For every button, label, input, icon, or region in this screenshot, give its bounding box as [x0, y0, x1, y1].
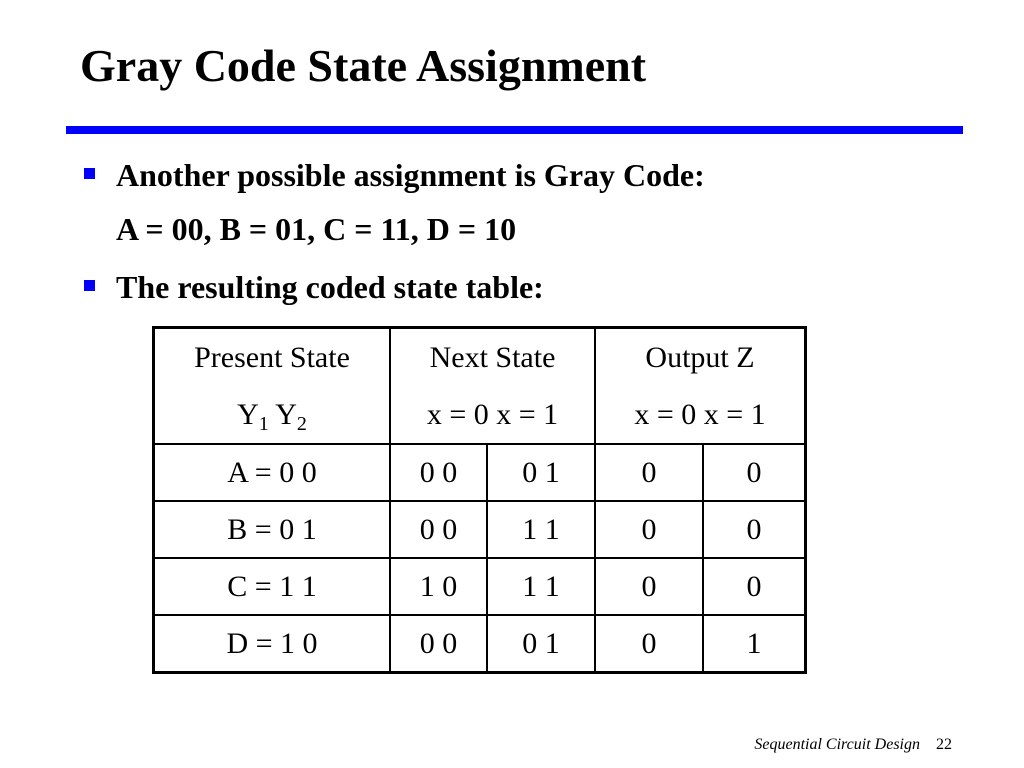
table-row: [154, 501, 806, 558]
next-state-x1-cell: 0 1: [487, 444, 595, 501]
state-var-y: Y: [237, 398, 259, 431]
output-x1-cell: 0: [703, 558, 806, 615]
output-x1-cell: 0: [703, 444, 806, 501]
present-state-cell: C = 1 1: [154, 558, 391, 615]
slide-footer: [754, 736, 952, 754]
table-header-row: [154, 328, 806, 388]
header-next-x-conditions: x = 0 x = 1: [390, 387, 595, 444]
output-x1-cell: 1: [703, 615, 806, 673]
footer-course-name: Sequential Circuit Design: [754, 736, 920, 753]
next-state-x0-cell: 0 0: [390, 615, 487, 673]
present-state-cell: A = 0 0: [154, 444, 391, 501]
header-output: Output Z: [595, 328, 806, 388]
next-state-x0-cell: 0 0: [390, 444, 487, 501]
title-underline: [66, 126, 963, 134]
square-bullet-icon: [84, 168, 95, 179]
page-number: 22: [936, 736, 952, 753]
next-state-x0-cell: 0 0: [390, 501, 487, 558]
table-row: [154, 615, 806, 673]
state-var-subscript: 2: [296, 413, 307, 435]
bullet-text: Another possible assignment is Gray Code:: [116, 157, 705, 193]
coded-state-table: [152, 326, 807, 674]
bullet-text: The resulting coded state table:: [116, 269, 544, 305]
state-var-y: Y: [275, 398, 297, 431]
output-x1-cell: 0: [703, 501, 806, 558]
present-state-cell: B = 0 1: [154, 501, 391, 558]
table-row: [154, 444, 806, 501]
next-state-x1-cell: 1 1: [487, 558, 595, 615]
square-bullet-icon: [84, 280, 95, 291]
header-present-state: Present State: [154, 328, 391, 388]
slide-title: Gray Code State Assignment: [80, 40, 647, 91]
header-output-x-conditions: x = 0 x = 1: [595, 387, 806, 444]
next-state-x0-cell: 1 0: [390, 558, 487, 615]
next-state-x1-cell: 1 1: [487, 501, 595, 558]
table-subheader-row: [154, 387, 806, 444]
table-row: [154, 558, 806, 615]
output-x0-cell: 0: [595, 615, 703, 673]
output-x0-cell: 0: [595, 444, 703, 501]
output-x0-cell: 0: [595, 558, 703, 615]
present-state-cell: D = 1 0: [154, 615, 391, 673]
next-state-x1-cell: 0 1: [487, 615, 595, 673]
header-state-variables: [154, 387, 391, 444]
output-x0-cell: 0: [595, 501, 703, 558]
gray-code-assignment: A = 00, B = 01, C = 11, D = 10: [116, 211, 517, 247]
header-next-state: Next State: [390, 328, 595, 388]
state-var-subscript: 1: [258, 413, 269, 435]
